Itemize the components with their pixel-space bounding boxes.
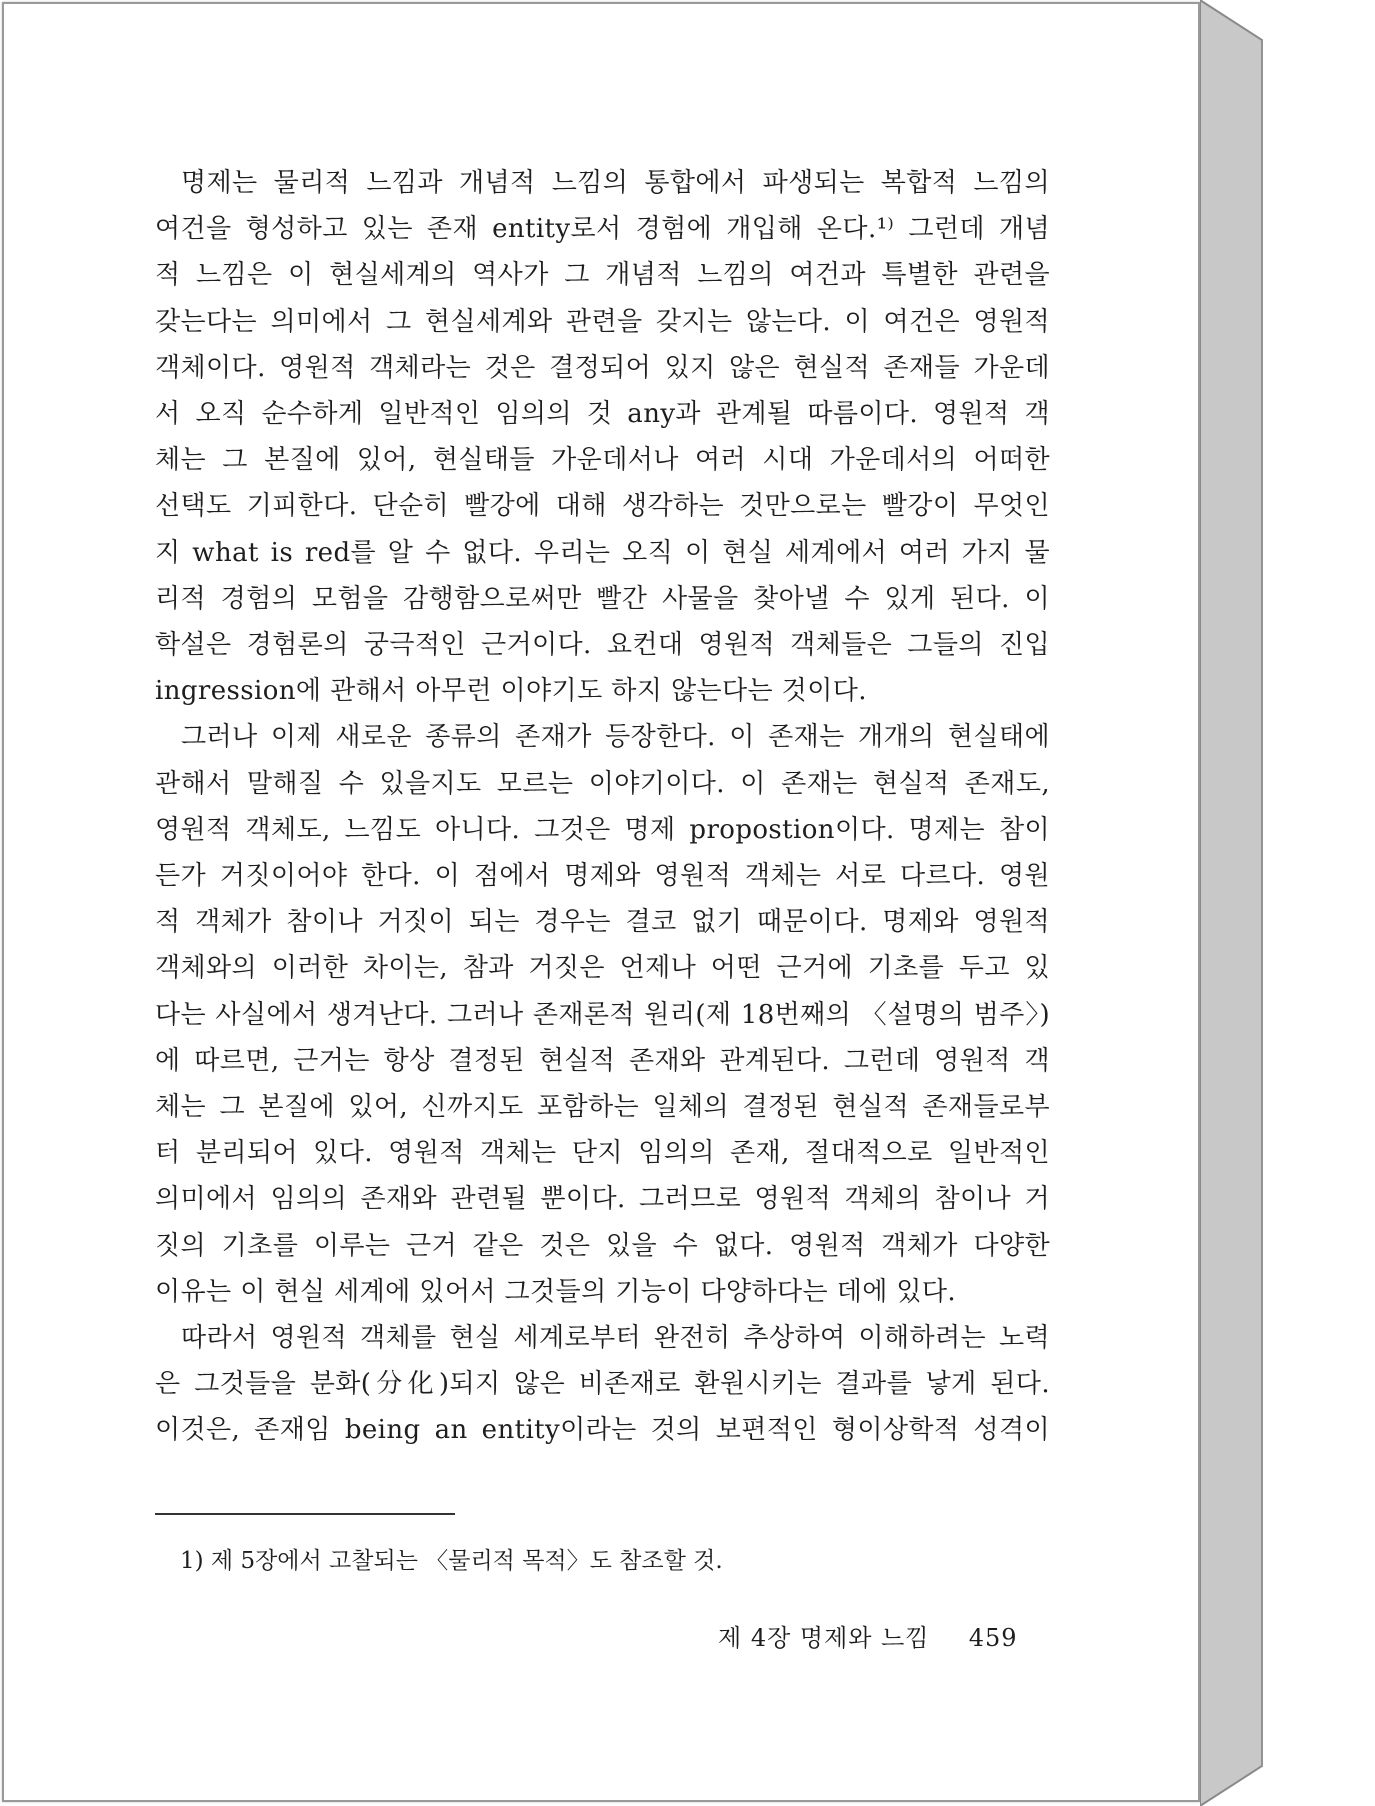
chapter-title: 제 4장 명제와 느낌 <box>718 1624 930 1652</box>
text-line: 명제는 물리적 느낌과 개념적 느낌의 통합에서 파생되는 복합적 느낌의 <box>181 168 1050 198</box>
footnote-divider <box>155 1513 455 1515</box>
text-line: 서 오직 순수하게 일반적인 임의의 것 any과 관계될 따름이다. 영원적 객 <box>155 399 1050 430</box>
text-line: 체는 그 본질에 있어, 신까지도 포함하는 일체의 결정된 현실적 존재들로부 <box>155 1092 1050 1123</box>
text-line: 체는 그 본질에 있어, 현실태들 가운데서나 여러 시대 가운데서의 어떠한 <box>155 445 1050 476</box>
text-line: 객체이다. 영원적 객체라는 것은 결정되어 있지 않은 현실적 존재들 가운데 <box>155 352 1050 383</box>
text-line: 적 객체가 참이나 거짓이 되는 경우는 결코 없기 때문이다. 명제와 영원적 <box>155 907 1050 938</box>
text-line: 지 what is red를 알 수 없다. 우리는 오직 이 현실 세계에서 여러 가지 물 <box>155 537 1050 568</box>
text-line: 짓의 기초를 이루는 근거 같은 것은 있을 수 없다. 영원적 객체가 다양한 <box>155 1230 1050 1261</box>
footnote: 1) 제 5장에서 고찰되는 〈물리적 목적〉도 참조할 것. <box>180 1548 723 1574</box>
text-line: 따라서 영원적 객체를 현실 세계로부터 완전히 추상하여 이해하려는 노력 <box>181 1323 1050 1354</box>
text-line: 적 느낌은 이 현실세계의 역사가 그 개념적 느낌의 여건과 특별한 관련을 <box>155 260 1050 291</box>
text-line: ingression에 관해서 아무런 이야기도 하지 않는다는 것이다. <box>155 676 867 707</box>
text-line: 든가 거짓이어야 한다. 이 점에서 명제와 영원적 객체는 서로 다르다. 영원 <box>155 861 1050 892</box>
text-line: 은 그것들을 분화(分化)되지 않은 비존재로 환원시키는 결과를 낳게 된다. <box>155 1369 1050 1400</box>
text-line: 여건을 형성하고 있는 존재 entity로서 경험에 개입해 온다.¹⁾ 그런데 개념 <box>155 214 1050 245</box>
body-text <box>155 160 1050 1454</box>
text-line: 그러나 이제 새로운 종류의 존재가 등장한다. 이 존재는 개개의 현실태에 <box>181 722 1050 753</box>
text-line: 영원적 객체도, 느낌도 아니다. 그것은 명제 propostion이다. 명제는 참이 <box>155 814 1050 845</box>
running-footer <box>718 1618 1018 1653</box>
text-line: 다는 사실에서 생겨난다. 그러나 존재론적 원리(제 18번째의 〈설명의 범주〉) <box>155 999 1050 1030</box>
text-line: 학설은 경험론의 궁극적인 근거이다. 요컨대 영원적 객체들은 그들의 진입 <box>155 630 1050 661</box>
text-line: 터 분리되어 있다. 영원적 객체는 단지 임의의 존재, 절대적으로 일반적인 <box>155 1138 1050 1169</box>
page-number: 459 <box>968 1624 1018 1652</box>
text-line: 객체와의 이러한 차이는, 참과 거짓은 언제나 어떤 근거에 기초를 두고 있 <box>155 953 1050 984</box>
text-line: 이유는 이 현실 세계에 있어서 그것들의 기능이 다양하다는 데에 있다. <box>155 1276 957 1307</box>
page-stack-edge <box>1200 0 1275 1806</box>
text-line: 의미에서 임의의 존재와 관련될 뿐이다. 그러므로 영원적 객체의 참이나 거 <box>155 1184 1050 1215</box>
text-line: 관해서 말해질 수 있을지도 모르는 이야기이다. 이 존재는 현실적 존재도, <box>155 768 1050 799</box>
text-line: 선택도 기피한다. 단순히 빨강에 대해 생각하는 것만으로는 빨강이 무엇인 <box>155 491 1050 522</box>
text-line: 에 따르면, 근거는 항상 결정된 현실적 존재와 관계된다. 그런데 영원적 객 <box>155 1045 1050 1076</box>
text-line: 리적 경험의 모험을 감행함으로써만 빨간 사물을 찾아낼 수 있게 된다. 이 <box>155 583 1050 614</box>
text-line: 이것은, 존재임 being an entity이라는 것의 보편적인 형이상학적 성격이 <box>155 1415 1050 1446</box>
text-line: 갖는다는 의미에서 그 현실세계와 관련을 갖지는 않는다. 이 여건은 영원적 <box>155 306 1050 337</box>
